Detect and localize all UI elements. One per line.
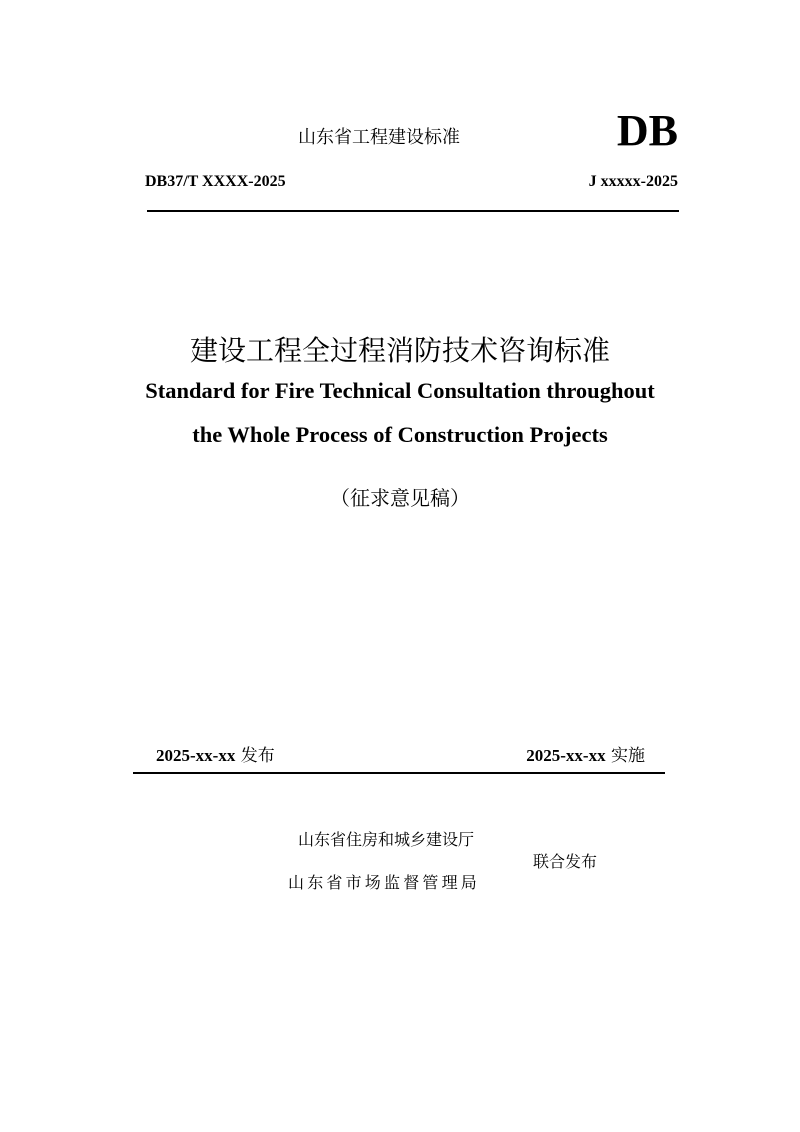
title-chinese: 建设工程全过程消防技术咨询标准 <box>189 334 610 367</box>
effective-date-label: 实施 <box>611 746 645 766</box>
effective-date <box>526 744 645 768</box>
issue-date <box>156 744 275 768</box>
effective-date-value: 2025-xx-xx <box>526 746 606 765</box>
db-code-mark: DB <box>616 106 678 155</box>
title-english-line-2: the Whole Process of Construction Projects <box>192 422 608 447</box>
date-divider <box>133 772 665 774</box>
title-english-line-1: Standard for Fire Technical Consultation throughout <box>145 378 655 403</box>
draft-note: （征求意见稿） <box>330 486 470 510</box>
issuer-market-supervision: 山东省市场监督管理局 <box>288 873 481 892</box>
record-number: J xxxxx-2025 <box>588 173 678 190</box>
standard-category: 山东省工程建设标准 <box>298 127 460 148</box>
issue-date-label: 发布 <box>240 746 275 766</box>
joint-issue-label: 联合发布 <box>533 852 598 871</box>
standard-number: DB37/T XXXX-2025 <box>145 173 286 190</box>
issue-date-value: 2025-xx-xx <box>156 746 236 765</box>
issuer-housing-department: 山东省住房和城乡建设厅 <box>298 830 475 849</box>
header-divider <box>147 210 679 212</box>
